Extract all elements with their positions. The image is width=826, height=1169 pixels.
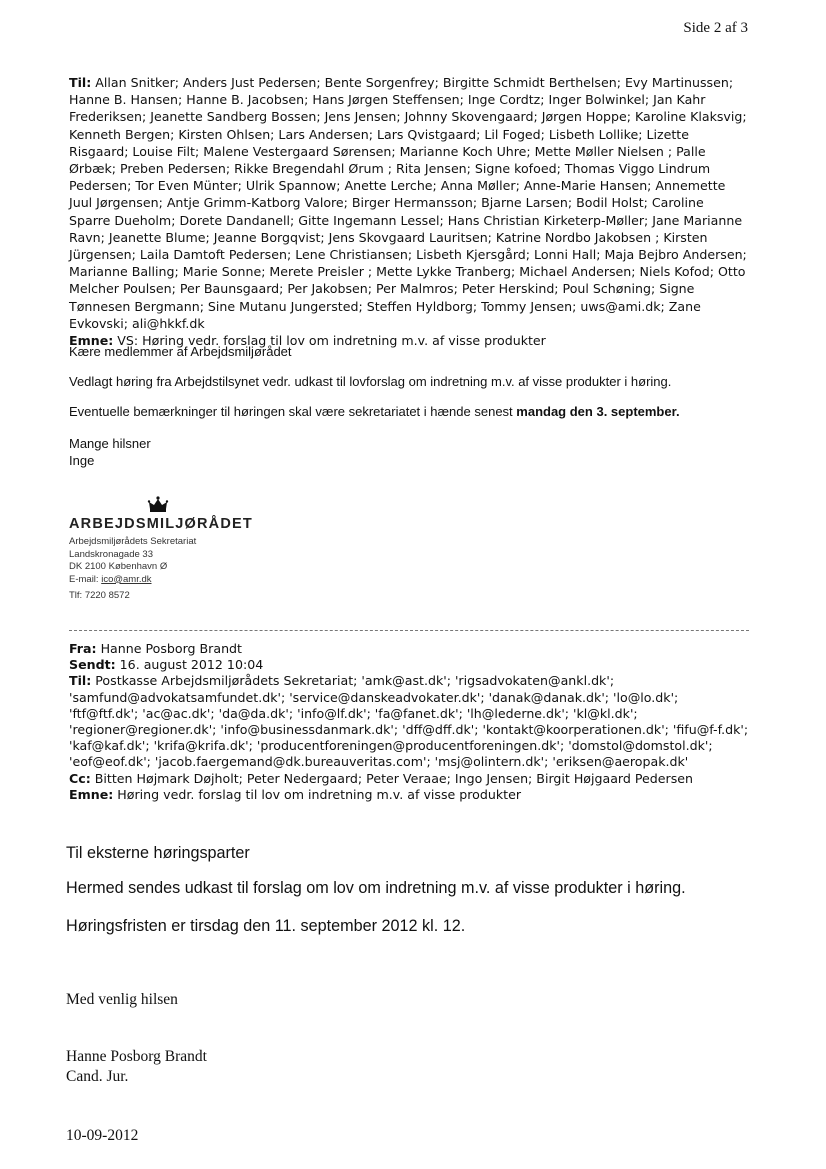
deadline-date: mandag den 3. september.	[516, 404, 680, 419]
email2-deadline: Høringsfristen er tirsdag den 11. september 2012 kl. 12.	[66, 917, 466, 935]
sent-value: 16. august 2012 10:04	[119, 657, 264, 673]
sender-title: Cand. Jur.	[66, 1068, 129, 1085]
to-label: Til:	[69, 75, 92, 90]
subject-text: Høring vedr. forslag til lov om indretning m.v. af visse produkter	[117, 786, 522, 802]
email1-greeting: Kære medlemmer af Arbejdsmiljørådet	[69, 344, 292, 359]
email-link[interactable]: ico@amr.dk	[101, 573, 152, 585]
email1-to	[69, 74, 749, 332]
email2-to	[69, 673, 749, 770]
street: Landskronagade 33	[69, 548, 153, 560]
email2-title: Til eksterne høringsparter	[66, 844, 250, 862]
phone: Tlf: 7220 8572	[69, 590, 130, 601]
email1-paragraph: Vedlagt høring fra Arbejdstilsynet vedr. udkast til lovforslag om indretning m.v. af visse produkter i høring.	[69, 374, 672, 389]
cc-recipients: Bitten Højmark Døjholt; Peter Nedergaard; Peter Veraae; Ingo Jensen; Birgit Højgaard Pedersen	[94, 770, 693, 786]
email2-from	[69, 641, 749, 657]
footer-date: 10-09-2012	[66, 1127, 139, 1144]
signoff-line: Mange hilsner	[69, 436, 151, 451]
cc-label: Cc:	[69, 770, 91, 786]
deadline-text: Eventuelle bemærkninger til høringen skal være sekretariatet i hænde senest	[69, 404, 517, 419]
sender-name: Hanne Posborg Brandt	[66, 1048, 207, 1065]
from-label: Fra:	[69, 641, 97, 656]
subject-label: Emne:	[69, 786, 114, 802]
email-line	[69, 574, 196, 587]
closing: Med venlig hilsen	[66, 991, 178, 1008]
subject-label: Emne:	[69, 333, 114, 349]
city: DK 2100 København Ø	[69, 561, 168, 573]
sender-block	[66, 1047, 207, 1087]
email-label: E-mail:	[69, 573, 102, 585]
divider	[69, 630, 749, 631]
to-label: Til:	[69, 673, 92, 689]
signature-address	[69, 536, 196, 586]
org-name: Arbejdsmiljørådets Sekretariat	[69, 536, 197, 547]
email2-cc	[69, 771, 749, 787]
page-number: Side 2 af 3	[683, 20, 748, 36]
subject-text: VS: Høring vedr. forslag til lov om indretning m.v. af visse produkter	[117, 333, 546, 349]
email1-deadline-paragraph	[69, 404, 680, 419]
email2-paragraph: Hermed sendes udkast til forslag om lov om indretning m.v. af visse produkter i høring.	[66, 879, 686, 897]
signoff-name: Inge	[69, 453, 95, 468]
from-value: Hanne Posborg Brandt	[100, 641, 242, 656]
email2-sent	[69, 657, 749, 673]
email2-subject	[69, 787, 749, 803]
sent-label: Sendt:	[69, 657, 116, 673]
logo-text: ARBEJDSMILJØRÅDET	[69, 516, 253, 532]
to-recipients: Postkasse Arbejdsmiljørådets Sekretariat; 'amk@ast.dk'; 'rigsadvokaten@ankl.dk'; 'samfund@advokatsamfundet.dk'; 'service@danskeadvokater.dk'; 'danak@danak.dk'; 'lo@lo.dk'; 'ftf@ftf.dk'; 'ac@ac.dk'; 'da@da.dk'; 'info@lf.dk'; 'fa@fanet.dk'; 'lh@lederne.dk'; 'kl@kl.dk'; 'regioner@regioner.dk'; 'info@businessdanmark.dk'; 'dff@dff.dk'; 'kontakt@koorperationen.dk'; 'fifu@f-f.dk'; 'kaf@kaf.dk'; 'krifa@krifa.dk'; 'producentforeningen@producentforeningen.dk'; 'domstol@domstol.dk'; 'eof@eof.dk'; 'jacob.faergemand@dk.bureauveritas.com'; 'msj@olintern.dk'; 'eriksen@aeropak.dk'	[69, 673, 749, 770]
email2-header	[69, 641, 749, 803]
email1-header	[69, 74, 749, 349]
email1-signoff	[69, 435, 151, 469]
to-recipients: Allan Snitker; Anders Just Pedersen; Bente Sorgenfrey; Birgitte Schmidt Berthelsen; Evy Martinussen; Hanne B. Hansen; Hanne B. Jacobsen; Hans Jørgen Steffensen; Inge Cordtz; Inger Bolwinkel; Jan Kahr Frederiksen; Jeanette Sandberg Bossen; Jens Jensen; Johnny Skovengaard; Jørgen Hoppe; Karoline Klaksvig; Kenneth Bergen; Kirsten Ohlsen; Lars Andersen; Lars Qvistgaard; Lil Foged; Lisbeth Lollike; Lizette Risgaard; Louise Filt; Malene Vestergaard Sørensen; Marianne Koch Uhre; Mette Møller Nielsen ; Palle Ørbæk; Preben Pedersen; Rikke Bregendahl Ørum ; Rita Jensen; Signe kofoed; Thomas Viggo Lindrum Pedersen; Tor Even Münter; Ulrik Spannow; Anette Lerche; Anna Møller; Anne-Marie Hansen; Annemette Juul Jørgensen; Antje Grimm-Katborg Valore; Birger Hermansson; Bjarne Larsen; Bodil Holst; Caroline Sparre Dueholm; Dorete Dandanell; Gitte Ingemann Lessel; Hans Christian Kirketerp-Møller; Jane Marianne Ravn; Jeanette Blume; Jeanne Borgqvist; Jens Skovgaard Lauritsen; Katrine Nordbo Jakobsen ; Kirsten Jürgensen; Laila Damtoft Pedersen; Lene Christiansen; Lisbeth Kjersgård; Lonni Hall; Maja Bejbro Andersen; Marianne Balling; Marie Sonne; Merete Preisler ; Mette Lykke Tranberg; Michael Andersen; Niels Kofod; Otto Melcher Poulsen; Per Baunsgaard; Per Jakobsen; Per Malmros; Peter Herskind; Poul Schøning; Signe Tønnesen Bergmann; Sine Mutanu Jungersted; Steffen Hyldborg; Tommy Jensen; uws@ami.dk; Zane Evkovski; ali@hkkf.dk	[69, 75, 747, 331]
